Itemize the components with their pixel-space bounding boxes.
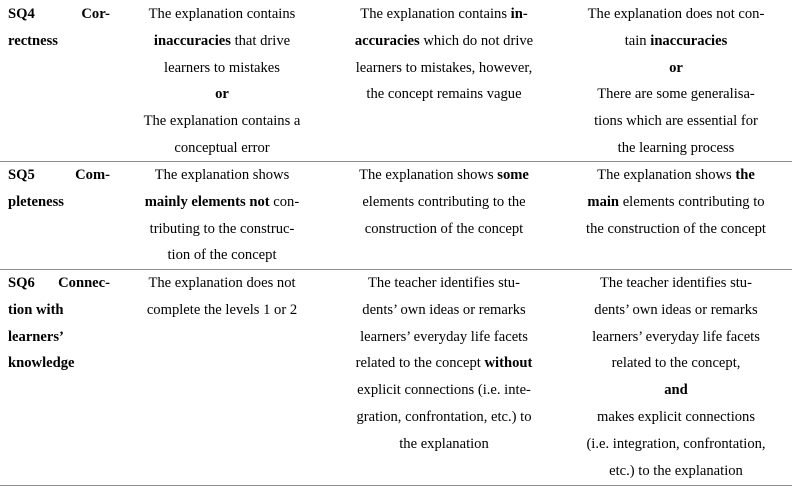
cell-text: tributing to the construc- <box>149 220 295 237</box>
criterion-line: learners’ <box>8 328 64 345</box>
emphasis-text: inaccuracies <box>153 32 231 49</box>
criterion-line: SQ5 Com- <box>8 167 110 183</box>
sq5-level2-cell <box>333 162 555 242</box>
criterion-line: tion with <box>8 301 64 318</box>
cell-text: elements contributing to <box>619 193 765 210</box>
emphasis-text: or <box>215 86 229 103</box>
cell-text: The explanation does not con- <box>587 6 765 22</box>
cell-text: construction of the concept <box>364 220 524 237</box>
cell-text: dents’ own ideas or remarks <box>594 301 758 318</box>
cell-text: learners to mistakes, however, <box>355 59 533 76</box>
cell-text: the explanation <box>399 435 489 452</box>
cell-text: The explanation contains a <box>143 113 301 130</box>
sq4-level2-cell <box>333 1 555 108</box>
cell-text: related to the concept, <box>611 355 741 372</box>
criterion-sq4 <box>8 1 110 55</box>
cell-text: etc.) to the explanation <box>609 462 743 479</box>
cell-text: The explanation contains <box>148 6 296 22</box>
cell-text: the concept remains vague <box>366 86 522 103</box>
sq4-level1-cell <box>124 1 320 162</box>
emphasis-text: and <box>664 382 688 399</box>
cell-text: The explanation does not <box>148 275 296 291</box>
cell-text: The teacher identifies stu- <box>600 275 752 291</box>
cell-text: learners’ everyday life facets <box>592 328 760 345</box>
cell-text: learners’ everyday life facets <box>360 328 528 345</box>
cell-text: There are some generalisa- <box>597 86 755 103</box>
criterion-line: pleteness <box>8 193 64 210</box>
criterion-line: SQ4 Cor- <box>8 6 110 22</box>
cell-text: The explanation shows <box>154 167 290 183</box>
cell-text: con- <box>269 193 300 210</box>
cell-text: the construction of the concept <box>586 220 766 237</box>
emphasis-text: main <box>587 193 620 210</box>
emphasis-text: inaccuracies <box>650 32 728 49</box>
cell-text: complete the levels 1 or 2 <box>146 301 298 318</box>
cell-text: The explanation contains <box>360 6 511 22</box>
emphasis-text: the <box>735 167 755 183</box>
cell-text: tion of the concept <box>167 247 277 264</box>
cell-text: dents’ own ideas or remarks <box>362 301 526 318</box>
cell-text: conceptual error <box>174 139 270 156</box>
cell-text: The explanation shows <box>597 167 736 183</box>
cell-text: The teacher identifies stu- <box>368 275 520 291</box>
cell-text: related to the concept <box>355 355 485 372</box>
cell-text: makes explicit connections <box>596 408 756 425</box>
cell-text: the learning process <box>617 139 735 156</box>
cell-text: gration, confrontation, etc.) to <box>356 408 532 425</box>
sq6-level3-cell <box>565 270 787 484</box>
emphasis-text: without <box>484 355 533 372</box>
criterion-sq5 <box>8 162 110 216</box>
emphasis-text: in- <box>510 6 528 22</box>
criterion-line: knowledge <box>8 355 75 372</box>
cell-text: which do not drive <box>419 32 534 49</box>
cell-text: learners to mistakes <box>164 59 280 76</box>
cell-text: that drive <box>230 32 291 49</box>
emphasis-text: or <box>669 59 683 76</box>
emphasis-text: some <box>497 167 529 183</box>
cell-text: tions which are essential for <box>594 113 758 130</box>
cell-text: explicit connections (i.e. inte- <box>357 382 531 399</box>
sq5-level3-cell <box>565 162 787 242</box>
cell-text: The explanation shows <box>359 167 498 183</box>
emphasis-text: mainly elements not <box>144 193 270 210</box>
emphasis-text: accuracies <box>354 32 420 49</box>
criterion-sq6 <box>8 270 110 377</box>
cell-text: elements contributing to the <box>362 193 526 210</box>
sq6-level2-cell <box>333 270 555 458</box>
sq6-level1-cell <box>124 270 320 324</box>
criterion-line: SQ6 Connec- <box>8 275 110 291</box>
criterion-line: rectness <box>8 32 58 49</box>
sq5-level1-cell <box>124 162 320 269</box>
cell-text: tain <box>624 32 651 49</box>
cell-text: (i.e. integration, confrontation, <box>586 435 766 452</box>
sq4-level3-cell <box>565 1 787 162</box>
